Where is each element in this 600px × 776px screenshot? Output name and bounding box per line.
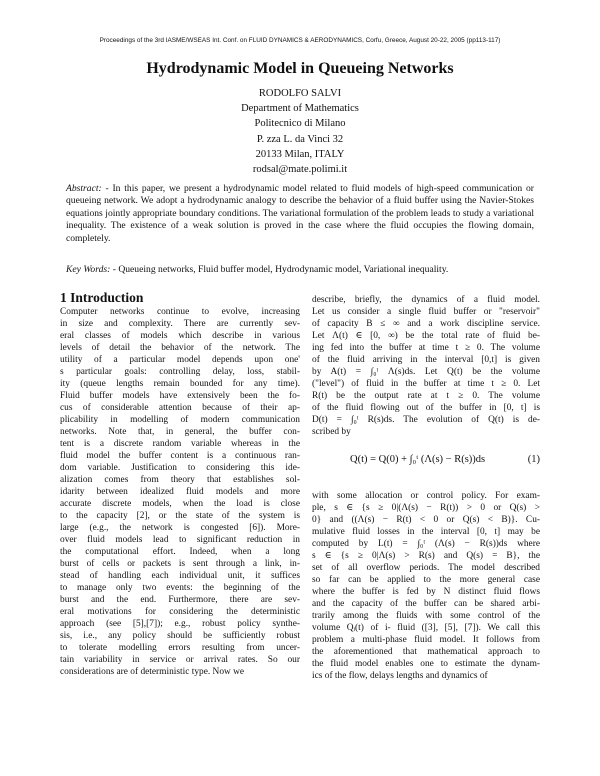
text-line: s particular goals: controlling delay, loss, stabil- — [60, 367, 300, 378]
right-column-part-a — [312, 294, 540, 438]
equation-body: Q(t) = Q(0) + ∫₀ᵗ (Λ(s) − R(s))ds — [350, 454, 486, 466]
abstract — [66, 183, 534, 245]
text-line: computed by L(t) = ∫₀ᵗ (Λ(s) − R(s))ds where — [312, 539, 540, 550]
text-line: fluid model the buffer content is a continuous ran- — [60, 451, 300, 462]
text-line: the fluid model enables one to estimate the dynam- — [312, 659, 540, 670]
text-line: ple, s ∈ {s ≥ 0|(Λ(s) − R(t)) > 0 or Q(s) > — [312, 503, 540, 514]
text-line: ics of the flow, delays lengths and dynamics of — [312, 671, 488, 682]
text-line: Computer networks continue to evolve, increasing — [60, 307, 300, 317]
text-line: the aforementioned that mathematical approach to — [312, 647, 540, 658]
text-line: ity (queue lengths remain bounded for any time). — [60, 379, 300, 390]
left-column — [60, 306, 300, 678]
text-line: set of all overflow periods. The model described — [312, 563, 540, 574]
text-line: s ∈ {s ≥ 0|Λ(s) > R(s) and Q(s) = B}, the — [312, 551, 540, 562]
keywords — [66, 264, 546, 276]
text-line: idarity between idealized fluid models and more — [60, 487, 300, 498]
author-email: rodsal@mate.polimi.it — [252, 163, 348, 175]
text-line: mulative fluid losses in the interval [0, t] may be — [312, 527, 540, 538]
text-line: tent is a discrete random variable whereas in the — [60, 439, 300, 450]
text-line: plicability in modelling of modern communication — [60, 415, 300, 426]
text-line: volume Qᵢ(t) of i- fluid ([3], [5], [7]). We call this — [312, 623, 540, 634]
text-line: levels of detail the behavior of the network. The — [60, 343, 300, 354]
text-line: of the fluid arriving in the interval [0,t] is given — [312, 355, 540, 366]
text-line: eral motivations for considering the deterministic — [60, 607, 300, 618]
abstract-label: Abstract: — [66, 183, 102, 194]
text-line: to manage only two events: the beginning of the — [60, 583, 300, 594]
text-line: accurate discrete models, when the load is close — [60, 499, 300, 510]
author-block — [0, 86, 600, 177]
author-institution: Politecnico di Milano — [254, 118, 346, 130]
text-line: Fluid buffer models have extensively been the fo- — [60, 391, 300, 402]
text-line: eral classes of models which describe in various — [60, 331, 300, 342]
text-line: Let us consider a single fluid buffer or "reservoir" — [312, 307, 540, 318]
author-name: RODOLFO SALVI — [258, 88, 342, 99]
text-line: alization comes from theory that establishes sol- — [60, 475, 300, 486]
right-column-part-b — [312, 490, 540, 682]
text-line: R(t) be the output rate at t ≥ 0. The volume — [312, 391, 540, 402]
text-line: cus of considerable attention because of their ap- — [60, 403, 300, 414]
text-line: in size and complexity. There are currently sev- — [60, 319, 300, 330]
text-line: burst and the end. Furthermore, there are sev- — [60, 595, 300, 606]
text-line: by A(t) = ∫₀ᵗ Λ(s)ds. Let Q(t) be the volume — [312, 367, 540, 378]
text-line: over fluid models lead to significant reduction in — [60, 535, 300, 546]
text-line: so far can be applied to the more general case — [312, 575, 540, 586]
text-line: where the buffer is fed by N distinct fluid flows — [312, 587, 540, 598]
text-line: stead of handling each individual unit, it suffices — [60, 571, 300, 582]
text-line: large (e.g., the network is congested [6]). More- — [60, 523, 300, 534]
text-line: of the fluid flowing out of the buffer in [0, t] is — [312, 403, 540, 414]
author-department: Department of Mathematics — [241, 103, 359, 115]
text-line: with some allocation or control policy. For exam- — [312, 491, 540, 502]
text-line: describe, briefly, the dynamics of a fluid model. — [312, 295, 540, 305]
text-line: sis, i.e., any policy should be sufficiently robust — [60, 631, 300, 642]
text-line: utility of a particular model depends upon one' — [60, 355, 300, 366]
text-line: and the capacity of the buffer can be shared arbi- — [312, 599, 540, 610]
text-line: of capacity B ≤ ∞ and a work discipline service. — [312, 319, 540, 330]
equation-1 — [312, 438, 540, 490]
text-line: scribed by — [312, 427, 351, 438]
text-line: networks. Note that, in general, the buffer con- — [60, 427, 300, 438]
keywords-label: Key Words: — [66, 264, 111, 275]
text-line: the computational effort. Indeed, when a long — [60, 547, 300, 558]
right-column — [312, 294, 540, 682]
section-heading: 1 Introduction — [60, 290, 144, 305]
text-line: approach (see [5],[7]); e.g., robust policy synthe- — [60, 619, 300, 630]
text-line: Let Λ(t) ∈ [0, ∞) be the total rate of fluid be- — [312, 331, 540, 342]
text-line: considerations are of deterministic type. Now we — [60, 667, 245, 678]
text-line: to the capacity [2], or the state of the system is — [60, 511, 300, 522]
author-city: 20133 Milan, ITALY — [255, 148, 345, 160]
keywords-text: - Queueing networks, Fluid buffer model, Hydrodynamic model, Variational inequality. — [112, 264, 449, 275]
text-line: burst of cells or packets is sent through a link, in- — [60, 559, 300, 570]
paper-title: Hydrodynamic Model in Queueing Networks — [146, 60, 454, 77]
text-line: 0} and ((Λ(s) − R(t) < 0 or Q(s) < B)}. Cu- — [312, 515, 540, 526]
text-line: ("level") of fluid in the buffer at time t ≥ 0. Let — [312, 379, 540, 390]
text-line: problem a multi-phase fluid model. It follows from — [312, 635, 540, 646]
abstract-text: - In this paper, we present a hydrodynamic model related to fluid models of high-speed communication or queueing network. We adopt a hydrodynamic analogy to describe the behavior of a fluid buffer using the Navier-Stokes equations jointly appropriate boundary conditions. The variational formulation of the problem leads to study a variational inequality. The existence of a weak solution is proved in the case where the fluid occupies the flowing domain, completely. — [66, 183, 534, 244]
text-line: trarily among the fluids with some control of the — [312, 611, 540, 622]
text-line: D(t) = ∫₀ᵗ R(s)ds. The evolution of Q(t) is de- — [312, 415, 540, 426]
proceedings-header: Proceedings of the 3rd IASME/WSEAS Int. Conf. on FLUID DYNAMICS & AERODYNAMICS, Corfu, Greece, August 20-22, 2005 (pp113-117) — [99, 37, 501, 44]
equation-number: (1) — [527, 454, 540, 466]
text-line: dom variable. Justification to considering this ide- — [60, 463, 300, 474]
text-line: tain variability in service or arrival rates. So our — [60, 655, 300, 666]
text-line: ing fed into the buffer at time t ≥ 0. The volume — [312, 343, 540, 354]
author-address: P. zza L. da Vinci 32 — [256, 133, 344, 145]
text-line: to tolerate modelling errors resulting from uncer- — [60, 643, 300, 654]
